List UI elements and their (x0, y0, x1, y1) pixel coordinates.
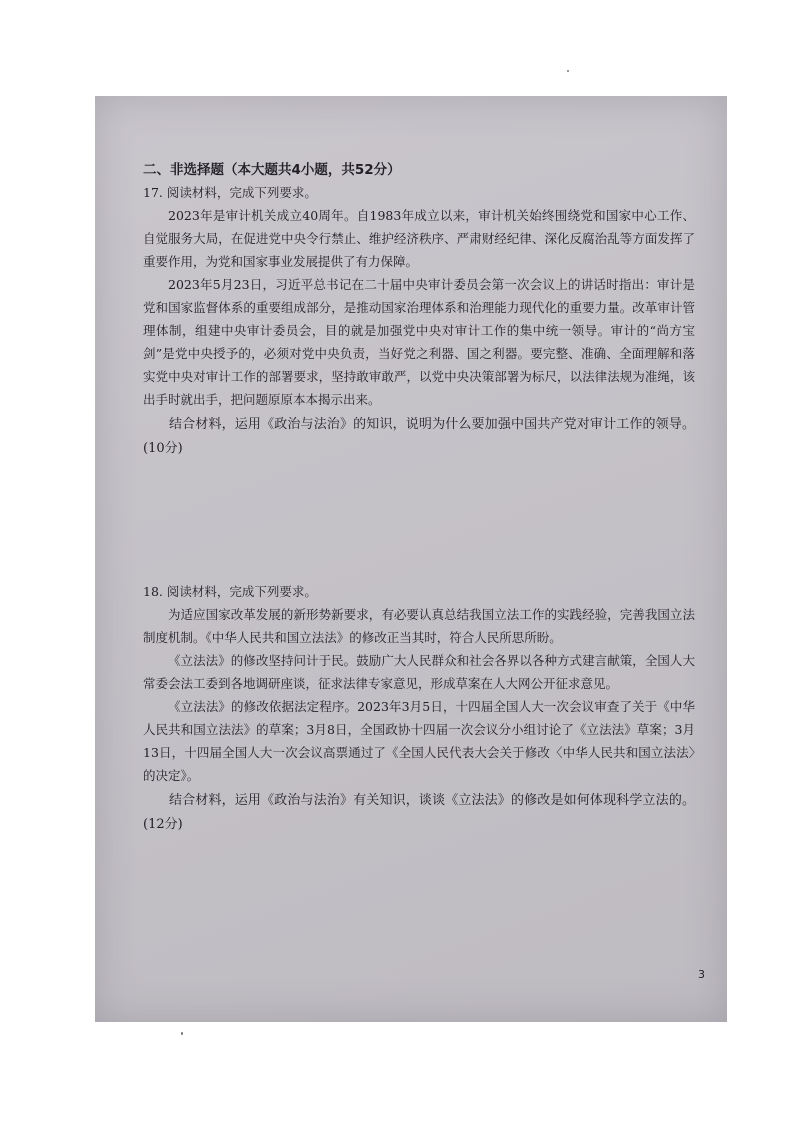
exam-page (95, 96, 727, 1022)
question-17-material-2: 2023年5月23日，习近平总书记在二十届中央审计委员会第一次会议上的讲话时指出：审计是党和国家监督体系的重要组成部分，是推动国家治理体系和治理能力现代化的重要力量。改革审计管理体制，组建中央审计委员会，目的就是加强党中央对审计工作的集中统一领导。审计的“尚方宝剑”是党中央授予的，必须对党中央负责，当好党之利器、国之利器。要完整、准确、全面理解和落实党中央对审计工作的部署要求，坚持敢审敢严，以党中央决策部署为标尺，以法律法规为准绳，该出手时就出手，把问题原原本本揭示出来。 (143, 277, 695, 407)
dust-speck (181, 1032, 183, 1035)
question-17 (143, 182, 695, 461)
question-18-material-1: 为适应国家改革发展的新形势新要求，有必要认真总结我国立法工作的实践经验，完善我国立法制度机制。《中华人民共和国立法法》的修改正当其时，符合人民所思所盼。 (143, 607, 695, 645)
question-17-prompt: 结合材料，运用《政治与法治》的知识，说明为什么要加强中国共产党对审计工作的领导。(10分) (143, 417, 695, 456)
question-18-prompt: 结合材料，运用《政治与法治》有关知识，谈谈《立法法》的修改是如何体现科学立法的。(12分) (143, 793, 695, 832)
question-18-material-2: 《立法法》的修改坚持问计于民。鼓励广大人民群众和社会各界以各种方式建言献策，全国人大常委会法工委到各地调研座谈，征求法律专家意见，形成草案在人大网公开征求意见。 (143, 653, 695, 691)
page-number: 3 (698, 968, 705, 981)
question-18 (143, 581, 695, 837)
question-17-material-1: 2023年是审计机关成立40周年。自1983年成立以来，审计机关始终围绕党和国家中心工作、自觉服务大局，在促进党中央令行禁止、维护经济秩序、严肃财经纪律、深化反腐治乱等方面发挥了重要作用，为党和国家事业发展提供了有力保障。 (143, 208, 695, 269)
question-18-material-3: 《立法法》的修改依据法定程序。2023年3月5日，十四届全国人大一次会议审查了关于《中华人民共和国立法法》的草案；3月8日，全国政协十四届一次会议分小组讨论了《立法法》草案；3月13日，十四届全国人大一次会议高票通过了《全国人民代表大会关于修改〈中华人民共和国立法法〉的决定》。 (143, 699, 695, 783)
question-17-header: 17. 阅读材料，完成下列要求。 (143, 185, 317, 200)
section-title: 二、非选择题（本大题共4小题，共52分） (143, 162, 401, 178)
dust-speck (567, 70, 569, 72)
page-content (143, 160, 695, 837)
question-18-header: 18. 阅读材料，完成下列要求。 (143, 584, 317, 599)
